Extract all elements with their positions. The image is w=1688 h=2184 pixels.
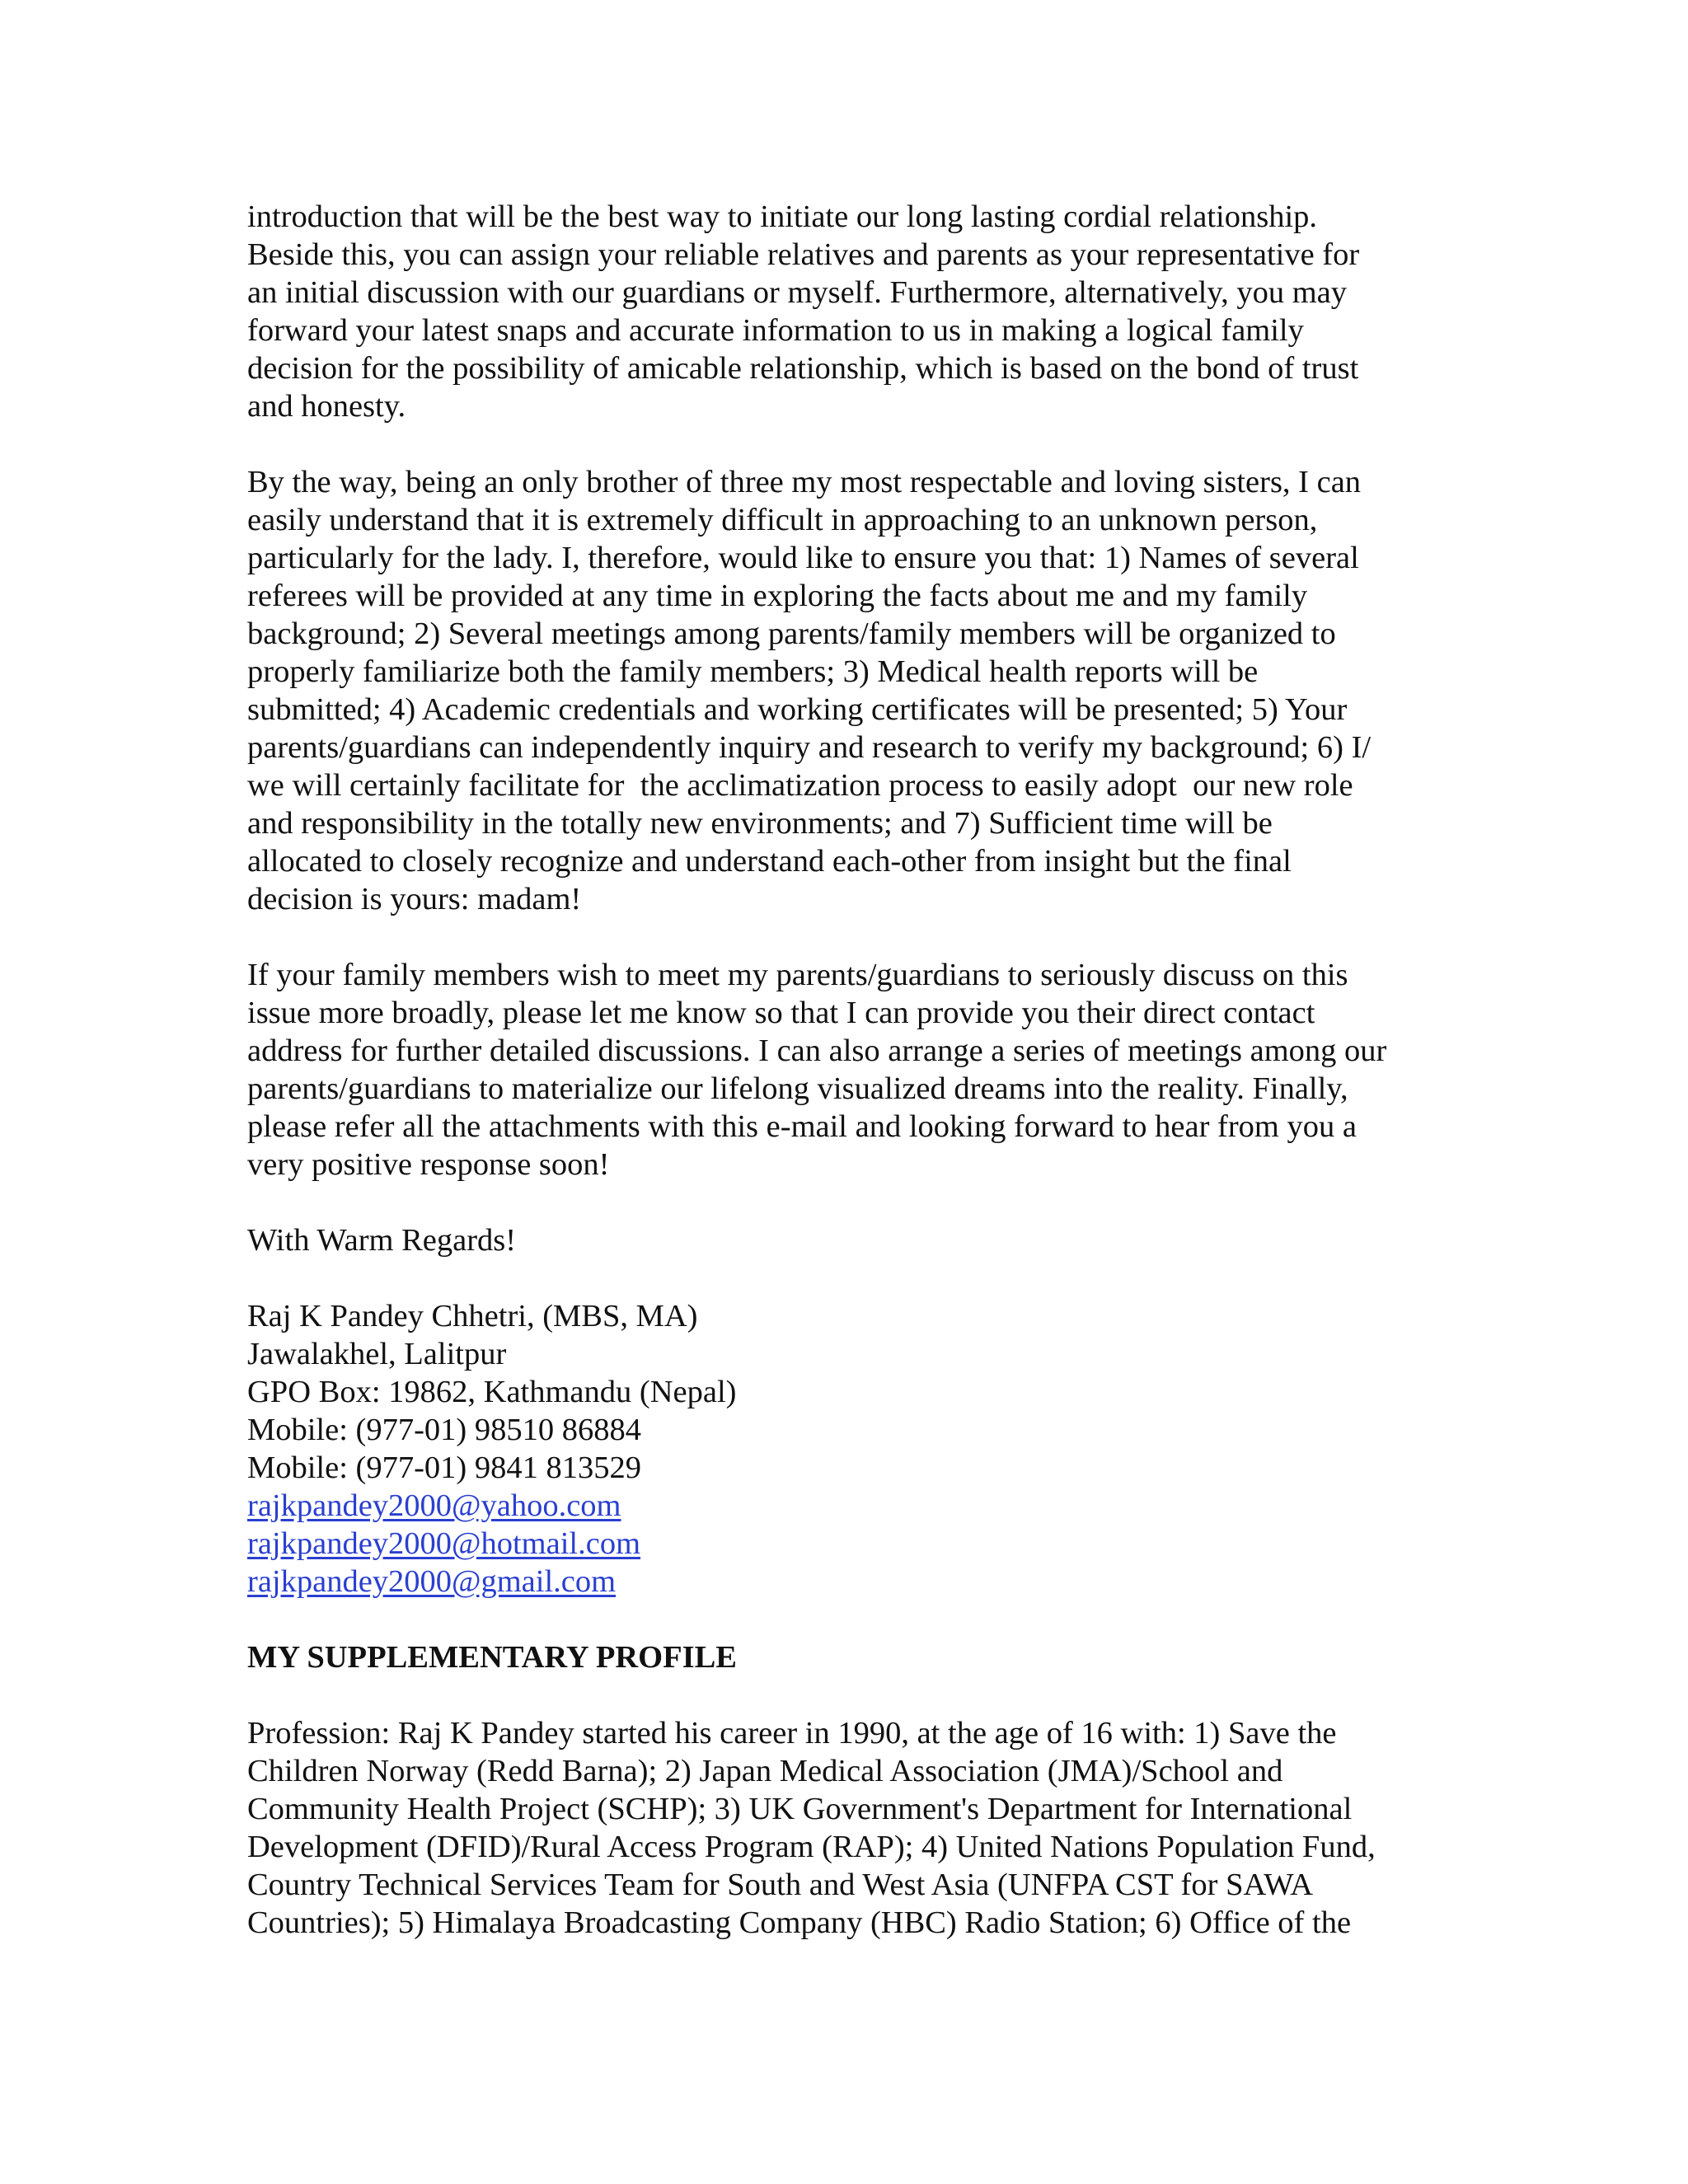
text-line: Profession: Raj K Pandey started his career in 1990, at the age of 16 with: 1) Save the xyxy=(247,1716,1337,1750)
text-line: allocated to closely recognize and understand each-other from insight but the final xyxy=(247,844,1292,879)
text-line: easily understand that it is extremely difficult in approaching to an unknown person, xyxy=(247,503,1318,537)
paragraph-profession xyxy=(247,1714,1451,1942)
text-line: properly familiarize both the family members; 3) Medical health reports will be xyxy=(247,654,1259,689)
text-line: we will certainly facilitate for the acclimatization process to easily adopt our new role xyxy=(247,768,1353,803)
text-line: By the way, being an only brother of three my most respectable and loving sisters, I can xyxy=(247,465,1362,499)
text-line: Countries); 5) Himalaya Broadcasting Company (HBC) Radio Station; 6) Office of the xyxy=(247,1905,1352,1940)
paragraph-meeting-request xyxy=(247,956,1451,1183)
email-link-yahoo[interactable]: rajkpandey2000@yahoo.com xyxy=(247,1488,621,1523)
paragraph-introduction xyxy=(247,198,1451,425)
email-link-hotmail[interactable]: rajkpandey2000@hotmail.com xyxy=(247,1526,641,1561)
closing-text: With Warm Regards! xyxy=(247,1223,517,1258)
signature-address-line: GPO Box: 19862, Kathmandu (Nepal) xyxy=(247,1375,737,1409)
section-heading-profile: MY SUPPLEMENTARY PROFILE xyxy=(247,1640,737,1675)
paragraph-assurances xyxy=(247,463,1451,918)
text-line: forward your latest snaps and accurate information to us in making a logical family xyxy=(247,313,1304,348)
text-line: Beside this, you can assign your reliable relatives and parents as your representative for xyxy=(247,237,1360,272)
signature-address-line: Jawalakhel, Lalitpur xyxy=(247,1337,507,1371)
signature-block xyxy=(247,1297,1451,1601)
text-line: background; 2) Several meetings among parents/family members will be organized to xyxy=(247,616,1336,651)
text-line: and responsibility in the totally new environments; and 7) Sufficient time will be xyxy=(247,806,1273,841)
text-line: Children Norway (Redd Barna); 2) Japan Medical Association (JMA)/School and xyxy=(247,1754,1283,1788)
text-line: please refer all the attachments with this e-mail and looking forward to hear from you a xyxy=(247,1109,1357,1144)
text-line: particularly for the lady. I, therefore, would like to ensure you that: 1) Names of several xyxy=(247,541,1359,575)
signature-mobile: Mobile: (977-01) 9841 813529 xyxy=(247,1451,641,1485)
text-line: If your family members wish to meet my parents/guardians to seriously discuss on this xyxy=(247,958,1348,992)
signature-name: Raj K Pandey Chhetri, (MBS, MA) xyxy=(247,1299,698,1333)
closing-salutation xyxy=(247,1221,1451,1259)
text-line: decision for the possibility of amicable relationship, which is based on the bond of trust xyxy=(247,351,1359,386)
text-line: Community Health Project (SCHP); 3) UK Government's Department for International xyxy=(247,1792,1353,1826)
text-line: introduction that will be the best way to initiate our long lasting cordial relationship. xyxy=(247,199,1318,234)
text-line: submitted; 4) Academic credentials and working certificates will be presented; 5) Your xyxy=(247,692,1348,727)
text-line: and honesty. xyxy=(247,389,406,424)
text-line: address for further detailed discussions. I can also arrange a series of meetings among our xyxy=(247,1033,1387,1068)
text-line: an initial discussion with our guardians or myself. Furthermore, alternatively, you may xyxy=(247,275,1348,310)
text-line: issue more broadly, please let me know so that I can provide you their direct contact xyxy=(247,996,1315,1030)
text-line: parents/guardians to materialize our lifelong visualized dreams into the reality. Finally, xyxy=(247,1071,1348,1106)
signature-mobile: Mobile: (977-01) 98510 86884 xyxy=(247,1413,641,1447)
email-link-gmail[interactable]: rajkpandey2000@gmail.com xyxy=(247,1564,617,1599)
text-line: parents/guardians can independently inquiry and research to verify my background; 6) I/ xyxy=(247,730,1372,765)
document-page xyxy=(247,198,1451,1980)
text-line: Development (DFID)/Rural Access Program (RAP); 4) United Nations Population Fund, xyxy=(247,1830,1376,1864)
text-line: very positive response soon! xyxy=(247,1147,610,1182)
text-line: Country Technical Services Team for South and West Asia (UNFPA CST for SAWA xyxy=(247,1868,1314,1902)
text-line: decision is yours: madam! xyxy=(247,882,582,916)
text-line: referees will be provided at any time in exploring the facts about me and my family xyxy=(247,579,1308,613)
